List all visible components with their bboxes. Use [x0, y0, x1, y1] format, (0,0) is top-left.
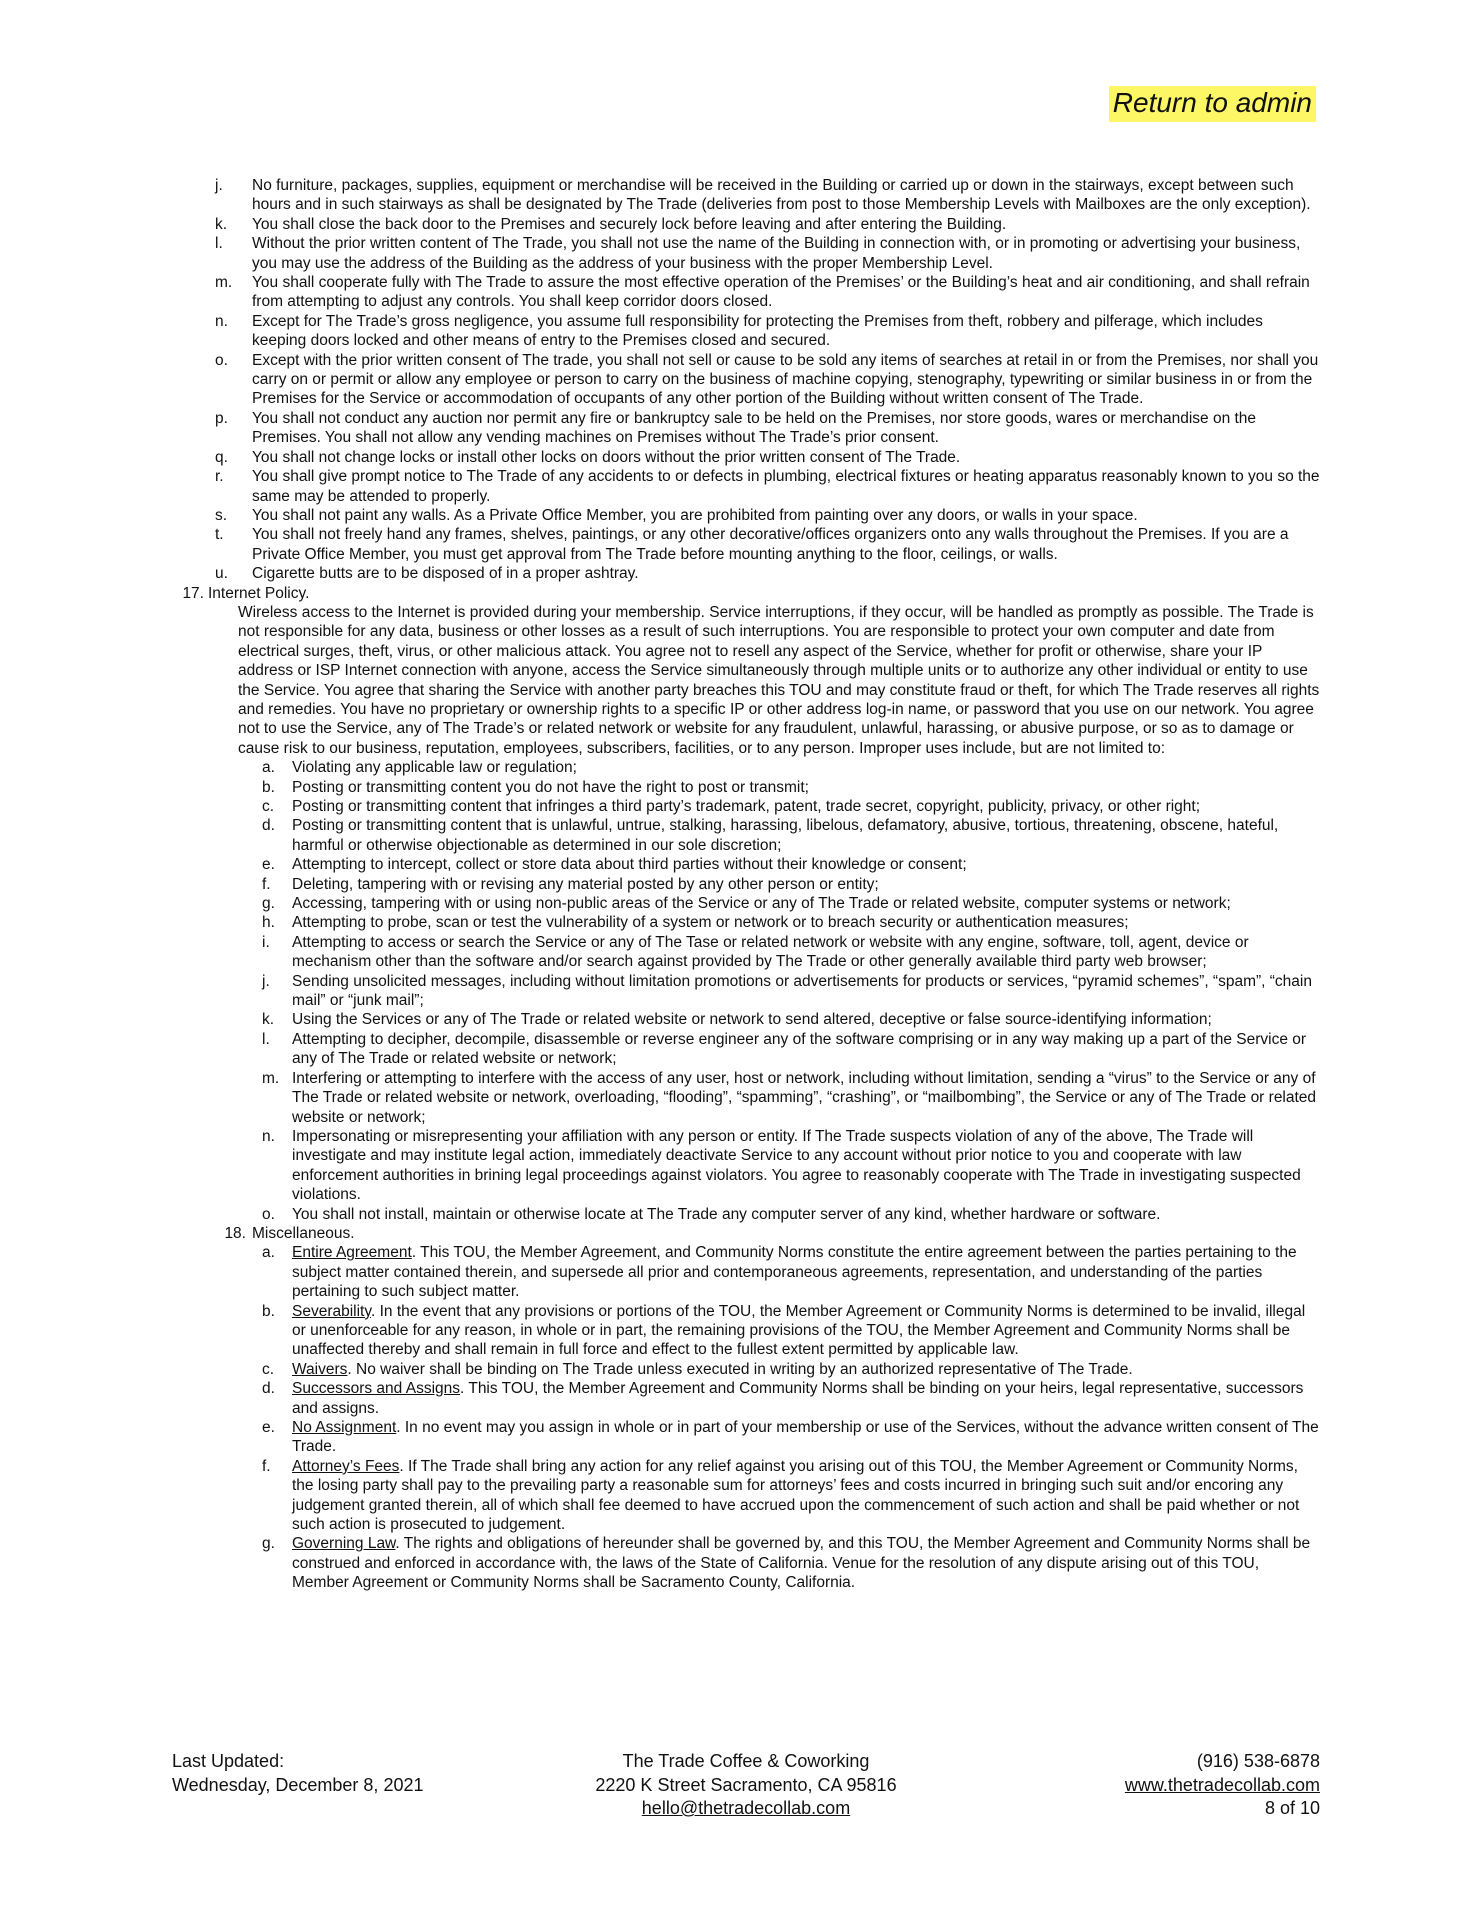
list-item: d. Successors and Assigns. This TOU, the Member Agreement and Community Norms shall be binding on your heirs, legal representative, successors and assigns.: [262, 1380, 1304, 1417]
clause-heading: Waivers: [292, 1360, 348, 1378]
list-item: u. Cigarette butts are to be disposed of in a proper ashtray.: [215, 565, 639, 583]
email-link[interactable]: hello@thetradecollab.com: [641, 1798, 851, 1818]
list-item: n. Except for The Trade’s gross negligence, you assume full responsibility for protecting the Premises from theft, robbery and pilferage, which includes keeping doors locked and other means of entry to the Premises closed and secured.: [215, 312, 1263, 350]
clause-heading: Successors and Assigns: [292, 1380, 461, 1398]
list-item: j. Sending unsolicited messages, including without limitation promotions or advertisements for products or services, “pyramid schemes”, “spam”, “chain mail” or “junk mail”;: [262, 972, 1312, 1010]
last-updated-label: Last Updated:: [172, 1751, 285, 1771]
phone-number: (916) 538-6878: [1196, 1751, 1320, 1771]
list-item: k. Using the Services or any of The Trade or related website or network to send altered, deceptive or false source-identifying information;: [262, 1011, 1212, 1029]
list-item: l. Without the prior written content of The Trade, you shall not use the name of the Building in connection with, or in promoting or advertising your business, you may use the address of the Building as the address of your business with the proper Membership Level.: [215, 235, 1301, 272]
list-item: p. You shall not conduct any auction nor permit any fire or bankruptcy sale to be held on the Premises, nor store goods, wares or merchandise on the Premises. You shall not allow any vending machines on Premises without The Trade’s prior consent.: [215, 409, 1257, 447]
section-heading: 17. Internet Policy.: [182, 584, 310, 602]
list-item: r. You shall give prompt notice to The Trade of any accidents to or defects in plumbing, electrical fixtures or heating apparatus reasonably known to you so the same may be attended to properly.: [215, 468, 1320, 505]
list-item: k. You shall close the back door to the Premises and securely lock before leaving and after entering the Building.: [215, 215, 1007, 233]
clause-heading: Governing Law: [292, 1535, 396, 1553]
list-item: g. Accessing, tampering with or using non-public areas of the Service or any of The Trade or related website, computer systems or network;: [262, 895, 1231, 913]
list-item: h. Attempting to probe, scan or test the vulnerability of a system or network or to breach security or authentication measures;: [262, 914, 1129, 932]
page-number: 8 of 10: [1264, 1798, 1320, 1818]
list-item: m. You shall cooperate fully with The Trade to assure the most effective operation of the Premises’ or the Building’s heat and air conditioning, and shall refrain from attempting to adjust any controls. You shall keep corridor doors closed.: [215, 274, 1310, 311]
footer-right: [1125, 1750, 1320, 1821]
list-item: f. Deleting, tampering with or revising any material posted by any other person or entity;: [262, 875, 879, 893]
document-body: [172, 176, 1320, 1593]
miscellaneous-section: [172, 1224, 1320, 1593]
list-item: i. Attempting to access or search the Service or any of The Tase or related network or website with any engine, software, toll, agent, device or mechanism other than the software and/or search against provided by The Trade or other generally available third party web browser;: [262, 933, 1249, 971]
website-link[interactable]: www.thetradecollab.com: [1124, 1774, 1320, 1795]
section-heading: 18. Miscellaneous.: [224, 1224, 355, 1242]
list-item: b. Posting or transmitting content you do not have the right to post or transmit;: [262, 778, 809, 796]
list-item: a. Entire Agreement. This TOU, the Member Agreement, and Community Norms constitute the entire agreement between the parties pertaining to the subject matter contained therein, and supersede all prior and contemporaneous agreements, representation, and understanding of the parties pertaining to such subject matter.: [262, 1244, 1297, 1301]
clause-heading: Attorney’s Fees: [292, 1457, 400, 1475]
list-item: m. Interfering or attempting to interfere with the access of any user, host or network, including without limitation, sending a “virus” to the Service or any of The Trade or related website or network, overloading, “flooding”, “spamming”, “crashing”, or “mailbombing”, the Service or any of The Trade or related website or network;: [262, 1069, 1317, 1126]
clause-heading: Entire Agreement: [292, 1244, 412, 1262]
rules-list: [172, 176, 1320, 584]
list-item: g. Governing Law. The rights and obligations of hereunder shall be governed by, and this TOU, the Member Agreement and Community Norms shall be construed and enforced in accordance with, the laws of the State of California. Venue for the resolution of any dispute arising out of this TOU, Member Agreement or Community Norms shall be Sacramento County, California.: [262, 1535, 1311, 1592]
list-item: q. You shall not change locks or install other locks on doors without the prior written consent of The Trade.: [215, 448, 961, 466]
list-item: d. Posting or transmitting content that is unlawful, untrue, stalking, harassing, libelous, defamatory, abusive, tortious, threatening, obscene, hateful, harmful or otherwise objectionable as determined in our sole discretion;: [262, 817, 1279, 854]
company-address: 2220 K Street Sacramento, CA 95816: [595, 1774, 897, 1795]
list-item: c. Waivers. No waiver shall be binding on The Trade unless executed in writing by an authorized representative of The Trade.: [262, 1360, 1133, 1378]
list-item: c. Posting or transmitting content that infringes a third party’s trademark, patent, trade secret, copyright, publicity, privacy, or other right;: [262, 798, 1201, 815]
list-item: b. Severability. In the event that any provisions or portions of the TOU, the Member Agreement or Community Norms is determined to be invalid, illegal or unenforceable for any reason, in whole or in part, the remaining provisions of the TOU, the Member Agreement and Community Norms shall be unaffected thereby and shall remain in full force and effect to the fullest extent permitted by applicable law.: [262, 1302, 1306, 1359]
list-item: s. You shall not paint any walls. As a Private Office Member, you are prohibited from painting over any doors, or walls in your space.: [215, 506, 1138, 524]
list-item: t. You shall not freely hand any frames, shelves, paintings, or any other decorative/offices organizers onto any walls throughout the Premises. If you are a Private Office Member, you must get approval from The Trade before mounting anything to the floor, ceilings, or walls.: [215, 526, 1289, 563]
return-to-admin-link[interactable]: Return to admin: [1109, 86, 1316, 122]
list-item: l. Attempting to decipher, decompile, disassemble or reverse engineer any of the software comprising or in any way making up a part of the Service or any of The Trade or related website or network;: [262, 1030, 1307, 1068]
list-item: a. Violating any applicable law or regulation;: [262, 759, 577, 777]
list-item: o. Except with the prior written consent of The trade, you shall not sell or cause to be sold any items of searches at retail in or from the Premises, nor shall you carry on or permit or allow any employee or person to carry on the business of machine copying, stenography, typewriting or similar business in or from the Premises for the Service or accommodation of occupants of any other portion of the Building without written consent of The Trade.: [215, 351, 1319, 408]
clause-heading: No Assignment: [292, 1419, 397, 1436]
list-item: e. No Assignment. In no event may you assign in whole or in part of your membership or use of the Services, without the advance written consent of The Trade.: [262, 1419, 1319, 1456]
company-name: The Trade Coffee & Coworking: [622, 1751, 870, 1771]
list-item: e. Attempting to intercept, collect or store data about third parties without their knowledge or consent;: [262, 856, 967, 874]
list-item: o. You shall not install, maintain or otherwise locate at The Trade any computer server of any kind, whether hardware or software.: [262, 1205, 1161, 1223]
list-item: n. Impersonating or misrepresenting your affiliation with any person or entity. If The Trade suspects violation of any of the above, The Trade will investigate and may institute legal action, immediately deactivate Service to any account without prior notice to you and cooperate with law enforcement authorities in brining legal proceedings against violators. You agree to reasonably cooperate with The Trade in investigating suspected violations.: [262, 1127, 1301, 1204]
list-item: f. Attorney’s Fees. If The Trade shall bring any action for any relief against you arising out of this TOU, the Member Agreement or Community Norms, the losing party shall pay to the prevailing party a reasonable sum for attorneys’ fees and costs incurred in bringing such suit and/or encoring any judgement granted therein, all of which shall fee deemed to have accrued upon the commencement of such action and shall be paid whether or not such action is prosecuted to judgement.: [262, 1457, 1300, 1534]
internet-policy-paragraph: Wireless access to the Internet is provided during your membership. Service interruptions, if they occur, will be handled as promptly as possible. The Trade is not responsible for any data, business or other losses as a result of such interruptions. You are responsible to protect your own computer and date from electrical surges, theft, virus, or other malicious attack. You agree not to resell any aspect of the Service, whether for profit or otherwise, share your IP address or ISP Internet connection with anyone, access the Service simultaneously through multiple units or to authorize any other individual or entity to use the Service. You agree that sharing the Service with another party breaches this TOU and may constitute fraud or theft, for which The Trade reserves all rights and remedies. You have no proprietary or ownership rights to a specific IP or other address log-in name, or password that you use on our network. You agree not to use the Service, any of The Trade’s or related network or website for any fraudulent, unlawful, harassing, or abusive purpose, or so as to damage or cause risk to our business, reputation, employees, subscribers, facilities, or to any person. Improper uses include, but are not limited to:: [238, 603, 1320, 757]
internet-policy-section: [172, 584, 1320, 1224]
list-item: j. No furniture, packages, supplies, equipment or merchandise will be received in the Building or carried up or down in the stairways, except between such hours and in such stairways as shall be designated by The Trade (deliveries from post to those Membership Levels with Mailboxes are the only exception).: [215, 177, 1311, 214]
clause-heading: Severability: [292, 1302, 371, 1320]
last-updated-date: Wednesday, December 8, 2021: [172, 1774, 424, 1795]
